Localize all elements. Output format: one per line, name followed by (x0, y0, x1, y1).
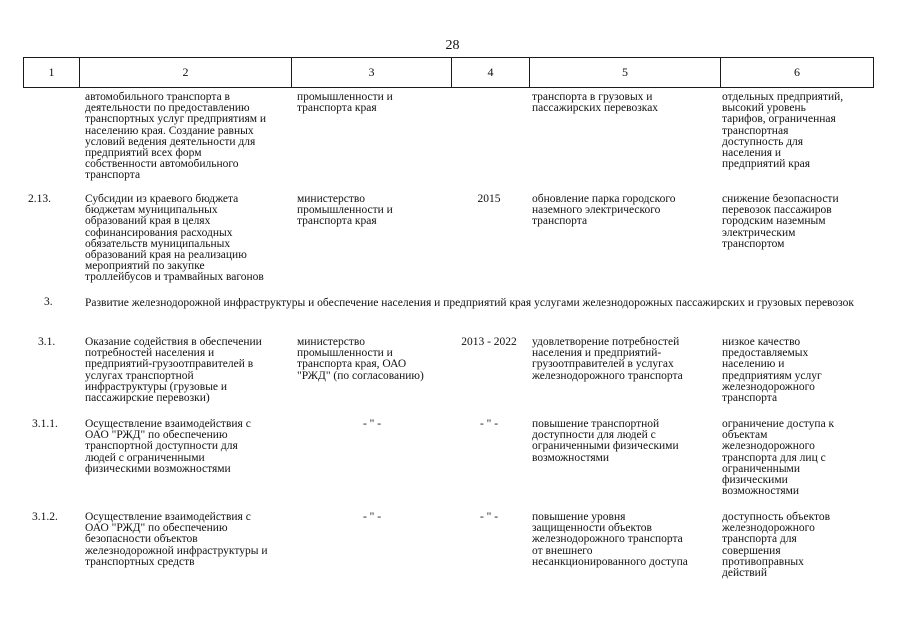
row-2-13-result: обновление парка городского наземного электрического транспорта (532, 193, 676, 228)
header-col-6: 6 (721, 58, 874, 88)
row-3-1-result: удовлетворение потребностей населения и предприятий- грузоотправителей в услугах железнодорожного транспорта (532, 336, 683, 382)
section-3-title: Развитие железнодорожной инфраструктуры и обеспечение населения и предприятий края услугами железнодорожных пассажирских и грузовых перевозок (85, 297, 854, 309)
continued-result: транспорта в грузовых и пассажирских перевозках (532, 91, 659, 115)
header-col-2: 2 (80, 58, 292, 88)
page-number: 28 (445, 38, 460, 53)
row-3-1-1-number: 3.1.1. (32, 418, 58, 430)
row-3-1-1-executor: - " - (362, 418, 382, 430)
row-2-13-executor: министерство промышленности и транспорта края (297, 193, 393, 228)
header-row (24, 58, 874, 88)
row-2-13-consequence: снижение безопасности перевозок пассажиров городским наземным электрическим транспортом (722, 193, 839, 250)
row-3-1-number: 3.1. (38, 336, 56, 348)
header-col-3: 3 (292, 58, 452, 88)
row-3-1-1-period: - " - (479, 418, 499, 430)
table-header (23, 57, 874, 88)
section-3-number: 3. (44, 296, 53, 308)
row-2-13-measure: Субсидии из краевого бюджета бюджетам муниципальных образований края в целях софинансирования расходных обязательств муниципальных образований края на реализацию мероприятий по закупке троллейбусов и трамвайных вагонов (85, 193, 264, 284)
row-3-1-consequence: низкое качество предоставляемых населению и предприятиям услуг железнодорожного транспорта (722, 336, 822, 405)
header-col-5: 5 (530, 58, 721, 88)
row-3-1-2-period: - " - (479, 511, 499, 523)
row-3-1-2-measure: Осуществление взаимодействия с ОАО "РЖД" по обеспечению безопасности объектов железнодорожной инфраструктуры и транспортных средств (85, 511, 268, 568)
row-3-1-1-measure: Осуществление взаимодействия с ОАО "РЖД" по обеспечению транспортной доступности для людей с ограниченными физическими возможностями (85, 418, 251, 475)
row-3-1-1-result: повышение транспортной доступности для людей с ограниченными физическими возможностями (532, 418, 679, 464)
continued-executor: промышленности и транспорта края (297, 91, 393, 115)
continued-consequence: отдельных предприятий, высокий уровень тарифов, ограниченная транспортная доступность для населения и предприятий края (722, 91, 844, 171)
row-2-13-number: 2.13. (28, 193, 51, 205)
row-3-1-period: 2013 - 2022 (461, 336, 517, 348)
row-3-1-2-consequence: доступность объектов железнодорожного транспорта для совершения противоправных действий (722, 511, 831, 580)
row-2-13-period: 2015 (477, 193, 501, 205)
row-3-1-executor: министерство промышленности и транспорта края, ОАО "РЖД" (по согласованию) (297, 336, 424, 382)
row-3-1-1-consequence: ограничение доступа к объектам железнодорожного транспорта для лиц с ограниченными физическими возможностями (722, 418, 835, 498)
row-3-1-2-result: повышение уровня защищенности объектов железнодорожного транспорта от внешнего несанкционированного доступа (532, 511, 688, 568)
header-col-1: 1 (24, 58, 80, 88)
row-3-1-2-number: 3.1.2. (32, 511, 58, 523)
row-3-1-2-executor: - " - (362, 511, 382, 523)
continued-measure: автомобильного транспорта в деятельности по предоставлению транспортных услуг предприятиям и населению края. Создание равных условий ведения деятельности для предприятий всех форм собственности автомобильного транспорта (85, 91, 267, 182)
row-3-1-measure: Оказание содействия в обеспечении потребностей населения и предприятий-грузоотправителей в услугах транспортной инфраструктуры (грузовые и пассажирские перевозки) (85, 336, 262, 405)
header-col-4: 4 (452, 58, 530, 88)
